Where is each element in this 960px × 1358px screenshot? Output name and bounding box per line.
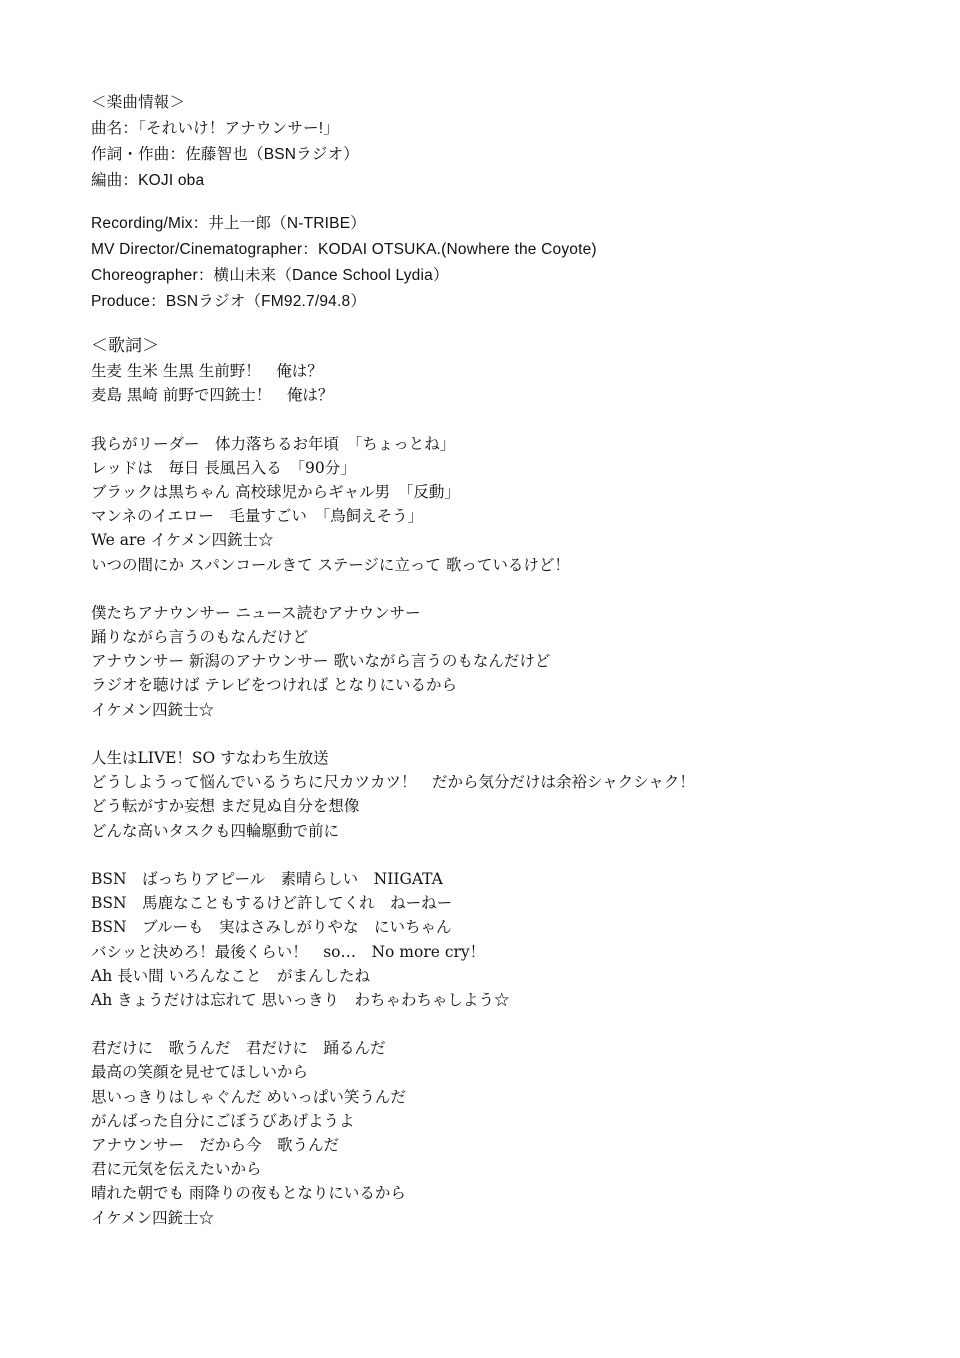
lyric-line: レッドは 毎日 長風呂入る 「90分」 (91, 458, 356, 477)
lyrics-stanza (91, 1036, 931, 1230)
song-info-section (91, 90, 931, 194)
lyric-line: イケメン四銃士☆ (91, 1208, 215, 1227)
lyric-line: ブラックは黒ちゃん 高校球児からギャル男 「反動」 (91, 482, 460, 501)
produce-credit: Produce：BSNラジオ（FM92.7/94.8） (91, 293, 367, 310)
lyric-line: イケメン四銃士☆ (91, 700, 215, 719)
stanza-gap (91, 407, 931, 431)
lyric-line: We are イケメン四銃士☆ (91, 531, 274, 550)
choreographer-credit: Choreographer：横山未来（Dance School Lydia） (91, 267, 449, 284)
lyric-line: 君だけに 歌うんだ 君だけに 踊るんだ (91, 1039, 386, 1058)
lyric-line: マンネのイエロー 毛量すごい 「鳥飼えそう」 (91, 507, 424, 526)
spacer (91, 194, 931, 211)
arrangement-credit-line: 編曲：KOJI oba (91, 172, 205, 189)
lyrics-stanza (91, 432, 931, 577)
lyric-line: がんばった自分にごぼうびあげようよ (91, 1111, 355, 1130)
production-credits-section (91, 211, 931, 315)
lyric-line: 君に元気を伝えたいから (91, 1160, 262, 1179)
lyric-line: どんな高いタスクも四輪駆動で前に (91, 821, 340, 840)
lyric-line: アナウンサー だから今 歌うんだ (91, 1136, 340, 1154)
stanza-gap (91, 722, 931, 746)
lyric-line: Ah きょうだけは忘れて 思いっきり わちゃわちゃしよう☆ (91, 990, 510, 1009)
recording-mix-credit: Recording/Mix：井上一郎（N-TRIBE） (91, 215, 366, 232)
stanza-gap (91, 577, 931, 601)
lyric-line: 最高の笑顔を見せてほしいから (91, 1063, 309, 1082)
lyric-line: どう転がすか妄想 まだ見ぬ自分を想像 (91, 797, 360, 816)
lyric-line: いつの間にか スパンコールきて ステージに立って 歌っているけど！ (91, 555, 570, 574)
lyric-line: 生麦 生米 生黒 生前野！ 俺は？ (91, 362, 323, 380)
lyrics-stanza (91, 359, 931, 407)
mv-director-credit: MV Director/Cinematographer：KODAI OTSUKA.(Nowhere the Coyote) (91, 241, 597, 258)
lyric-line: どうしようって悩んでいるうちに尺カツカツ！ だから気分だけは余裕シャクシャク！ (91, 773, 695, 792)
lyric-line: アナウンサー 新潟のアナウンサー 歌いながら言うのもなんだけど (91, 652, 551, 671)
lyric-line: 踊りながら言うのもなんだけど (91, 628, 309, 647)
song-info-heading: ＜楽曲情報＞ (91, 94, 186, 111)
lyric-line: 人生はLIVE！SO すなわち生放送 (91, 749, 329, 767)
lyric-line: BSN ばっちりアピール 素晴らしい NIIGATA (91, 869, 443, 888)
document-page (91, 90, 931, 1230)
lyrics-stanza (91, 746, 931, 843)
lyrics-heading: ＜歌詞＞ (91, 336, 159, 355)
lyrics-stanza (91, 601, 931, 722)
lyric-line: 我らがリーダー 体力落ちるお年頃 「ちょっとね」 (91, 434, 456, 453)
lyrics-section (91, 359, 931, 1230)
lyric-line: 思いっきりはしゃぐんだ めいっぱい笑うんだ (91, 1087, 406, 1106)
lyrics-music-credit-line: 作詞・作曲：佐藤智也（BSNラジオ） (91, 146, 359, 163)
lyric-line: 麦島 黒崎 前野で四銃士！ 俺は？ (91, 386, 334, 405)
lyric-line: Ah 長い間 いろんなこと がまんしたね (91, 966, 371, 985)
lyric-line: BSN 馬鹿なこともするけど許してくれ ねーねー (91, 894, 453, 913)
lyric-line: バシッと決めろ！最後くらい！ so… No more cry！ (91, 942, 486, 961)
lyric-line: 晴れた朝でも 雨降りの夜もとなりにいるから (91, 1184, 406, 1203)
spacer (91, 315, 931, 333)
lyric-line: ラジオを聴けば テレビをつければ となりにいるから (91, 676, 458, 695)
song-title-line: 曲名：「それいけ！アナウンサー!」 (91, 120, 339, 137)
lyric-line: BSN ブルーも 実はさみしがりやな にいちゃん (91, 918, 452, 937)
stanza-gap (91, 843, 931, 867)
lyrics-stanza (91, 867, 931, 1012)
stanza-gap (91, 1012, 931, 1036)
lyric-line: 僕たちアナウンサー ニュース読むアナウンサー (91, 603, 421, 622)
